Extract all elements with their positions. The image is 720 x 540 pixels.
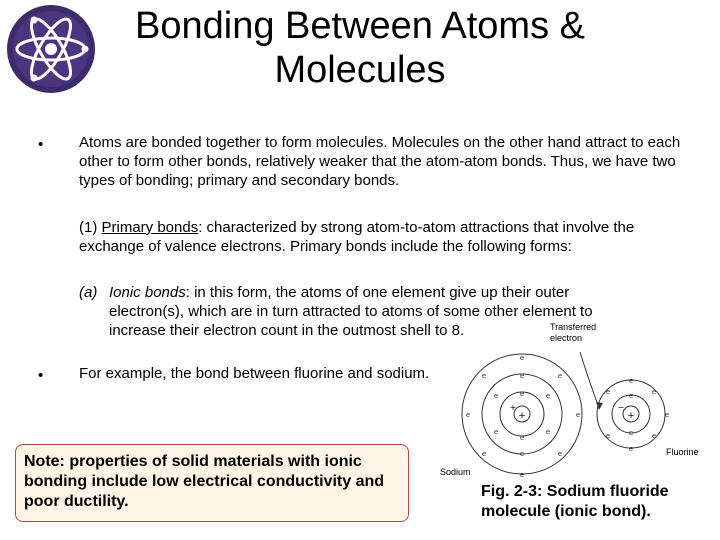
fluorine-nucleus-sign: + <box>627 411 635 421</box>
svg-text:e: e <box>519 471 525 478</box>
svg-text:e: e <box>628 377 634 385</box>
primary-bonds-paragraph <box>79 218 689 256</box>
svg-text:e: e <box>628 445 634 453</box>
svg-text:e: e <box>651 432 657 440</box>
svg-text:e: e <box>628 429 634 437</box>
transferred-label: Transferred <box>550 322 597 332</box>
primary-bonds-term: Primary bonds <box>101 219 199 236</box>
svg-text:e: e <box>664 411 670 419</box>
intro-paragraph: Atoms are bonded together to form molecules. Molecules on the other hand attract to each other to form other bonds, relatively weaker that the atom-atom bonds. Thus, we have two types of bonding; primary and secondary bonds. <box>79 134 681 189</box>
svg-text:e: e <box>519 450 525 458</box>
svg-text:e: e <box>519 434 525 442</box>
svg-text:e: e <box>519 390 525 398</box>
svg-text:e: e <box>605 432 611 440</box>
electron-label: electron <box>550 333 583 343</box>
svg-text:e: e <box>519 354 525 362</box>
bullet-marker: • <box>38 367 44 384</box>
svg-text:e: e <box>481 450 487 458</box>
sodium-ion-charge: + <box>509 403 517 412</box>
ionic-bonds-text: : in this form, the atoms of one element give up their outer electron(s), which are in turn attracted to atoms of some other element to increase their electron count in the outmost shell to 8. <box>109 284 593 339</box>
atom-logo-icon <box>4 2 98 96</box>
svg-text:e: e <box>628 392 634 400</box>
svg-text:e: e <box>519 372 525 380</box>
sodium-label: Sodium <box>440 467 471 477</box>
svg-text:e: e <box>481 372 487 380</box>
ionic-bonds-label: (a) <box>79 284 98 301</box>
page-title: Bonding Between Atoms & Molecules <box>135 5 585 91</box>
primary-bonds-text: : characterized by strong atom-to-atom attractions that involve the exchange of valence electrons. Primary bonds include the following forms: <box>79 219 635 255</box>
bullet-marker: • <box>38 136 44 153</box>
svg-text:e: e <box>557 372 563 380</box>
example-paragraph: For example, the bond between fluorine and sodium. <box>79 365 430 382</box>
ionic-bonds-term: Ionic bonds <box>109 284 186 301</box>
sodium-nucleus-sign: + <box>518 411 526 421</box>
figure-caption: Fig. 2-3: Sodium fluoride molecule (ionic bond). <box>481 483 669 520</box>
fluorine-ion-charge: − <box>617 403 625 412</box>
svg-text:e: e <box>575 411 581 419</box>
fluorine-label: Fluorine <box>666 447 699 457</box>
sodium-fluoride-diagram <box>438 318 720 478</box>
svg-text:e: e <box>465 411 471 419</box>
svg-text:e: e <box>605 388 611 396</box>
primary-bonds-prefix: (1) <box>79 219 102 236</box>
svg-text:e: e <box>493 392 499 400</box>
svg-text:e: e <box>545 428 551 436</box>
svg-text:e: e <box>545 392 551 400</box>
svg-text:e: e <box>557 450 563 458</box>
svg-text:e: e <box>493 428 499 436</box>
svg-text:e: e <box>651 388 657 396</box>
note-box: Note: properties of solid materials with ionic bonding include low electrical conductivity and poor ductility. <box>15 444 409 522</box>
